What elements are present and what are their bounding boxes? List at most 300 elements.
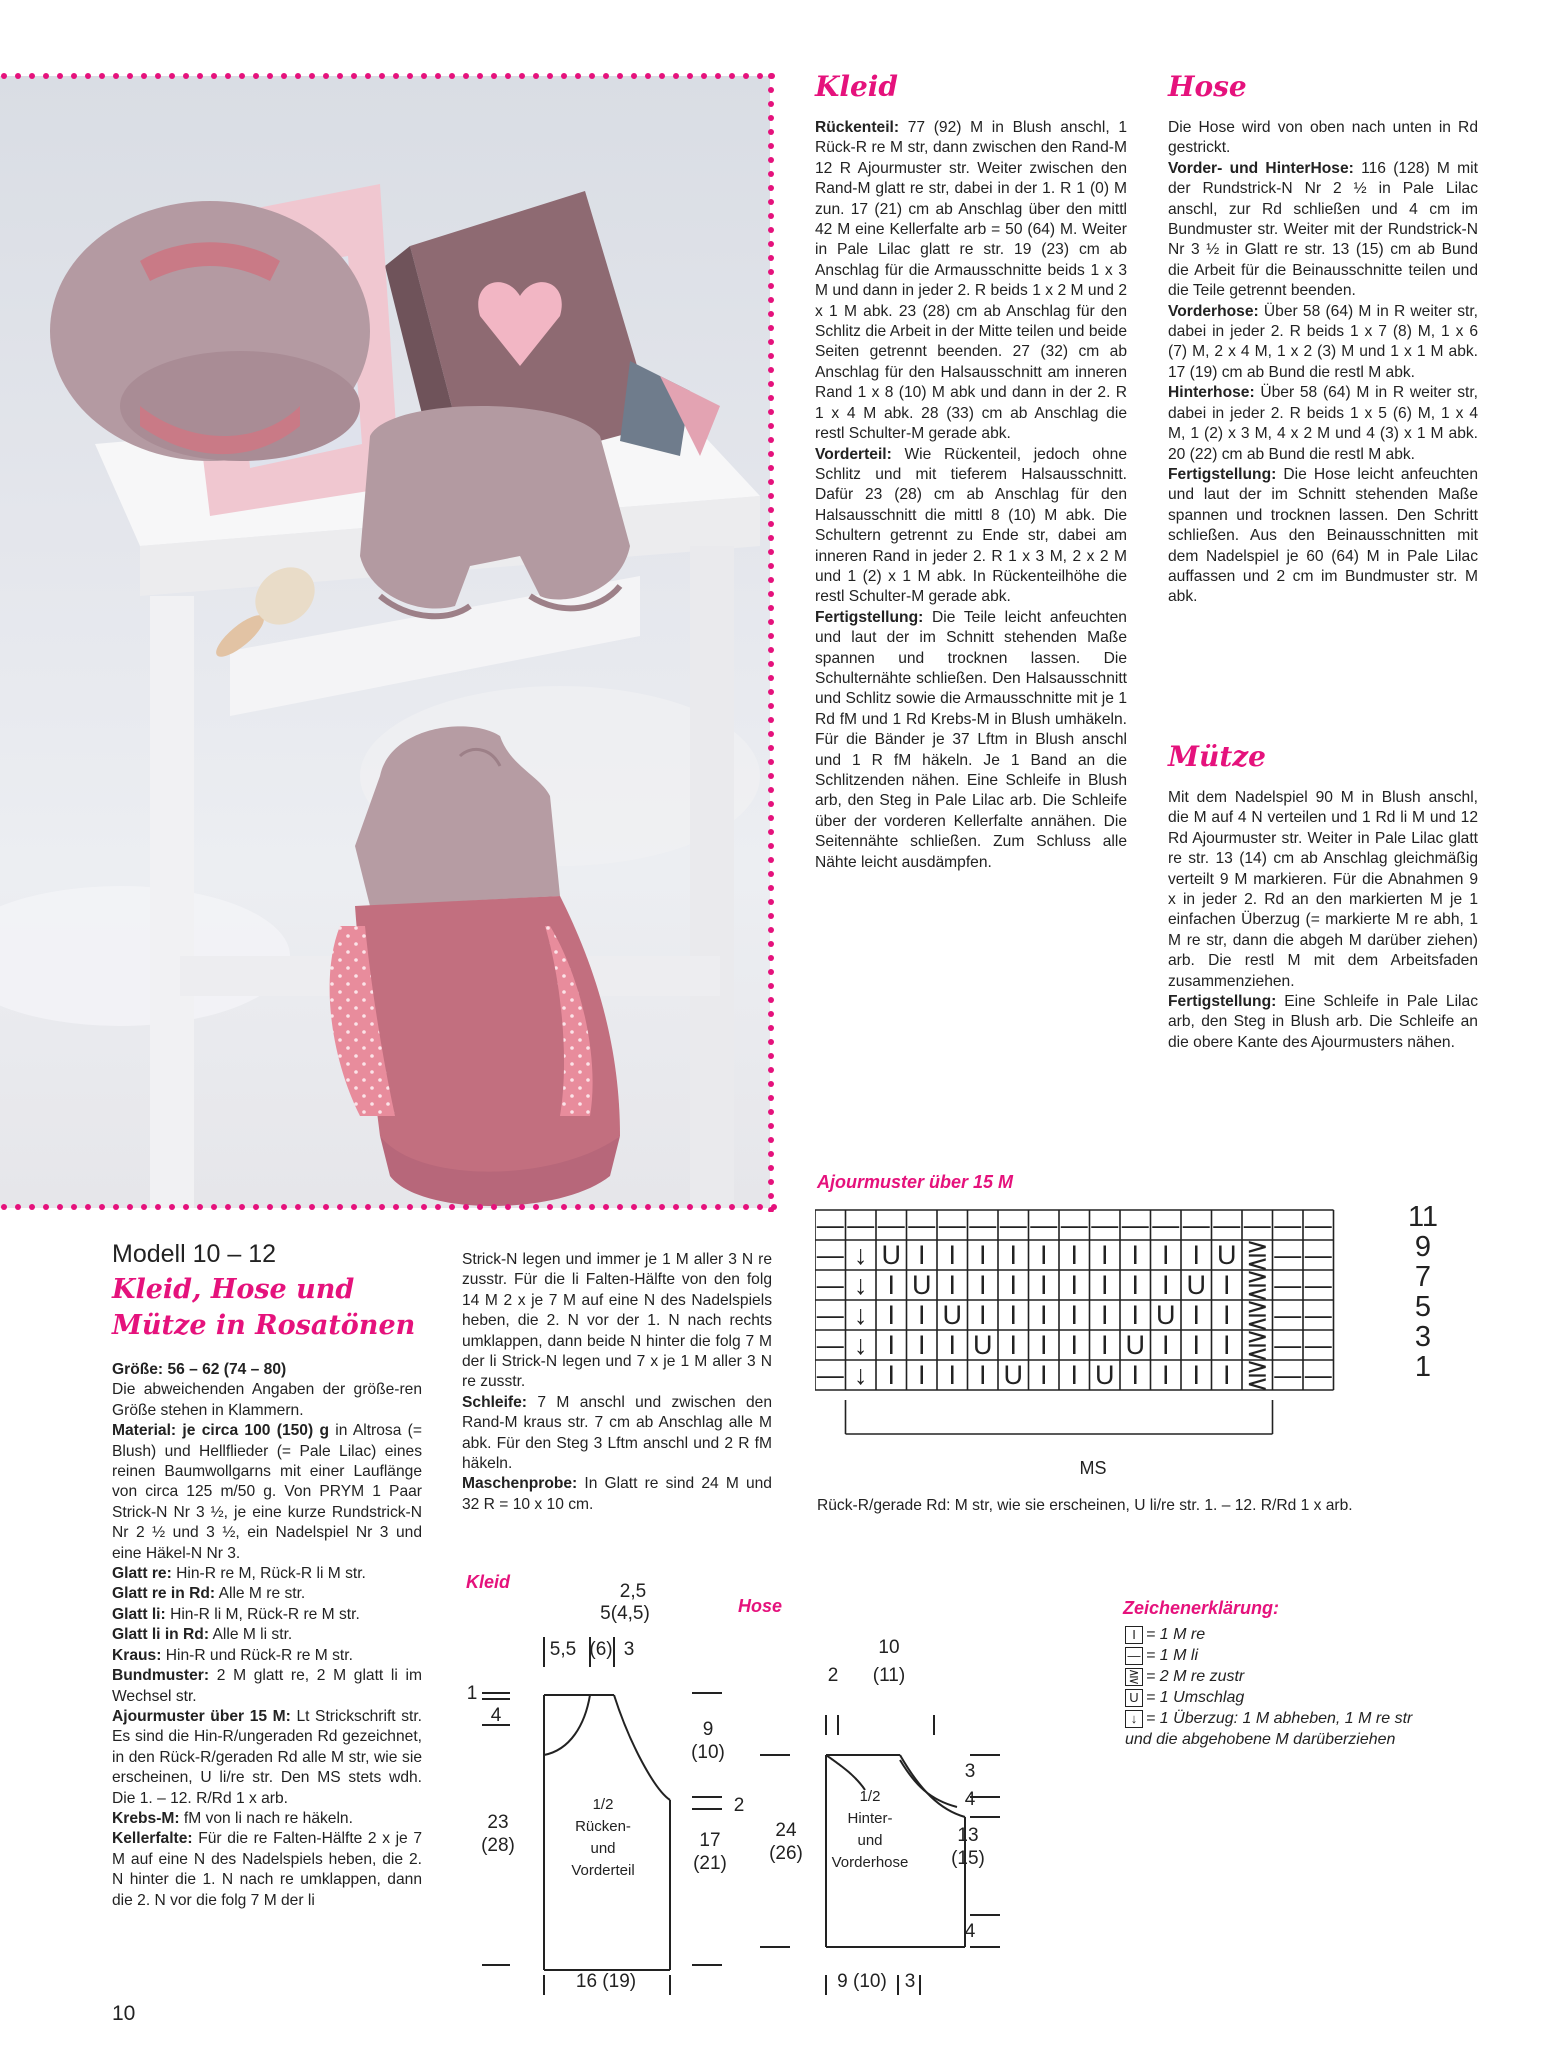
chart-cell: — [1304,1330,1332,1360]
section-heading-muetze: Mütze [1168,740,1266,773]
chart-cell: — [1304,1210,1332,1240]
keller-label: Kellerfalte: [112,1830,193,1848]
border-dot [729,1204,735,1210]
chart-ms-label: MS [1079,1458,1107,1478]
k2tog-icon: ⋛ [1125,1668,1143,1686]
glatt-re-rd-label: Glatt re in Rd: [112,1585,216,1603]
border-dot [715,1204,721,1210]
border-dot [768,885,774,891]
muetze-fertig-label: Fertigstellung: [1168,993,1277,1011]
chart-cell: U [1186,1270,1206,1300]
border-dot [768,129,774,135]
kleid-rueck-text: 77 (92) M in Blush anschl, 1 Rück-R re M str, dann zwischen den Rand-M 12 R Ajourmuster str. Weiter zwischen den Rand-M glatt re str, dabei in der 1. R 1 (0) M zun. 17 (21) cm ab Anschlag über den mittl 42 M eine Kellerfalte arb = 50 (64) M. Weiter in Pale Lilac glatt re str. 19 (23) cm ab Anschlag für die Armausschnitte beids 1 x 3 M und dann in jeder 2. R beids 1 x 2 M und 2 x 1 M abk. 23 (28) cm ab Anschlag für den Schlitz die Arbeit in der Mitte teilen und beide Seiten getrennt beenden. 27 (32) cm ab Anschlag für den Halsausschnitt am inneren Rand 1 x 8 (10) M abk und dann in der 2. R 1 x 4 M abk. 28 (33) cm ab Anschlag die restl Schulter-M gerade abk. [815,119,1127,443]
chart-cell: I [1070,1300,1079,1330]
border-dot [768,171,774,177]
border-dot [768,255,774,261]
kleid-inside3: und [590,1840,616,1857]
chart-cell: — [1304,1240,1332,1270]
chart-cell: — [1091,1210,1119,1240]
yarn-over-icon: U [1125,1689,1143,1707]
border-dot [435,1204,441,1210]
border-dot [768,367,774,373]
border-dot [768,633,774,639]
glatt-li-text: Hin-R li M, Rück-R re M str. [170,1605,360,1623]
chart-cell: — [1060,1210,1088,1240]
hose-intro: Die Hose wird von oben nach unten in Rd gestrickt. [1168,119,1478,157]
border-dot [768,297,774,303]
border-dot [421,1204,427,1210]
kleid-dim-right1: 9 [702,1719,714,1740]
chart-cell: ⋛ [1245,1330,1269,1360]
kleid-dim-left2: 4 [490,1705,502,1726]
border-dot [768,717,774,723]
muetze-instructions [1168,788,1478,1053]
border-dot [768,423,774,429]
legend-last-line: und die abgehobene M darüberziehen [1125,1731,1396,1748]
chart-cell: — [816,1360,844,1390]
chart-cell: I [1222,1330,1231,1360]
chart-cell: I [1100,1240,1109,1270]
chart-cell: I [1192,1360,1201,1390]
keller-cont: Strick-N legen und immer je 1 M aller 3 N re zusstr. Für die li Falten-Hälfte von den folg 14 M 2 x je 7 M auf eine N des Nadelspiels heben, die 2. N vor der 1. N nach rechts umklappen, dann beide N hinter die folg 7 M der li Strick-N legen und 7 x je 1 M aller 3 N re zusstr. [462,1251,772,1391]
border-dot [281,1204,287,1210]
chart-cell: I [978,1270,987,1300]
chart-cell: — [1030,1210,1058,1240]
border-dot [29,1204,35,1210]
chart-cell: I [1039,1330,1048,1360]
border-dot [211,1204,217,1210]
border-dot [687,1204,693,1210]
section-heading-hose: Hose [1168,70,1247,103]
border-dot [225,1204,231,1210]
legend-text-k2tog: = 2 M re zustr [1146,1668,1245,1685]
chart-cell: — [816,1270,844,1300]
chart-cell: — [1243,1210,1271,1240]
border-dot [768,521,774,527]
border-dot [768,1095,774,1101]
chart-cell: — [999,1210,1027,1240]
ajour-text: Lt Strickschrift str. Es sind die Hin-R/ungeraden Rd gezeichnet, in den Rück-R/geraden Rd alle M str, wie sie erscheinen, U li/re str. Den MS stets wdh. Die 1. – 12. R/Rd 1 x arb. [112,1707,423,1807]
kleid-dim-right4: 17 [699,1830,721,1851]
border-dot [463,1204,469,1210]
border-dot [768,591,774,597]
chart-cell: I [1131,1300,1140,1330]
hose-fertig-label: Fertigstellung: [1168,465,1277,483]
hose-hinter-label: Hinterhose: [1168,384,1255,402]
model-number: Modell 10 – 12 [112,1240,277,1268]
border-dot [768,535,774,541]
border-dot [645,1204,651,1210]
material-text: in Altrosa (= Blush) und Hellflieder (= Pale Lilac) eines reinen Baumwollgarns mit einer Lauflänge von circa 125 m/50 g. Von PRYM 1 Paar Strick-N Nr 3 ½, je eine kurze Rundstrick-N Nr 2 ½ und 3 ½, ein Nadelspiel Nr 3 und eine Häkel-N Nr 3. [112,1422,422,1562]
border-dot [631,1204,637,1210]
chart-cell: — [1121,1210,1149,1240]
hose-vh-text: 116 (128) M mit der Rundstrick-N Nr 2 ½ in Pale Lilac anschl, zur Rd schließen und 4 cm im Bundmuster str. Weiter mit der Rundstrick-N Nr 3 ½ in Glatt re str. 13 (15) cm ab Bund die Arbeit für die Beinausschnitte teilen und die Teile getrennt beenden. [1168,159,1478,300]
maschen-text: In Glatt re sind 24 M und 32 R = 10 x 10 cm. [462,1475,772,1513]
hose-fertig-text: Die Hose leicht anfeuchten und laut der im Schnitt stehenden Maße spannen und trocknen lassen. Den Schritt schließen. Aus den Beinausschnitten mit dem Nadelspiel je 60 (64) M in Pale Lilac auffassen und 2 cm im Bundmuster str. M abk. [1168,465,1479,606]
chart-cell: — [1304,1270,1332,1300]
border-dot [169,1204,175,1210]
hose-dim-right3: 13 [957,1825,979,1846]
border-dot [57,1204,63,1210]
border-dot [617,1204,623,1210]
chart-cell: I [1100,1270,1109,1300]
purl-stitch-icon: — [1125,1647,1143,1665]
chart-cell: I [917,1360,926,1390]
chart-cell: I [1161,1270,1170,1300]
chart-cell: — [1274,1360,1302,1390]
border-dot [768,801,774,807]
border-dot [768,619,774,625]
border-dot [141,1204,147,1210]
kleid-dim-top2: 5(4,5) [600,1603,650,1624]
kleid-inside2: Rücken- [575,1818,631,1835]
border-dot [768,577,774,583]
legend-item-skp [1125,1708,1412,1729]
chart-cell: — [816,1330,844,1360]
chart-cell: I [948,1360,957,1390]
chart-cell: I [1161,1360,1170,1390]
border-dot [768,451,774,457]
chart-cell: — [1213,1210,1241,1240]
chart-cell: U [881,1240,901,1270]
chart-cell: — [816,1240,844,1270]
chart-cell: ↓ [854,1330,868,1360]
chart-cell: I [1070,1330,1079,1360]
photo-illustration [0,76,770,1208]
hose-dim-right5: 4 [964,1921,976,1942]
chart-cell: I [1100,1300,1109,1330]
kleid-dim-top3b: (6) [589,1639,613,1660]
model-title-line2: Mütze in Rosatönen [112,1310,416,1341]
border-dot [768,87,774,93]
bund-text: 2 M glatt re, 2 M glatt li im Wechsel str. [112,1667,422,1705]
chart-cell: I [948,1270,957,1300]
kleid-dim-top3c: 3 [623,1639,635,1660]
border-dot [768,969,774,975]
border-dot [768,1081,774,1087]
border-dot [757,1204,763,1210]
chart-cell: I [1070,1240,1079,1270]
chart-cell: I [1039,1270,1048,1300]
chart-cell: — [1152,1210,1180,1240]
chart-cell: I [1222,1300,1231,1330]
border-dot [323,1204,329,1210]
border-dot [768,227,774,233]
border-dot [253,1204,259,1210]
border-dot [768,1123,774,1129]
border-dot [127,1204,133,1210]
border-dot [533,1204,539,1210]
hose-hinter-text: Über 58 (64) M in R weiter str, dabei in jeder 2. R beids 1 x 5 (6) M, 1 x 4 M, 1 (2) x 3 M, 4 x 2 M und 4 (3) x 1 M abk. 20 (22) cm ab Bund die restl M abk. [1168,384,1478,463]
border-dot [768,605,774,611]
kleid-inside1: 1/2 [592,1796,614,1813]
section-heading-kleid: Kleid [815,70,899,103]
border-dot [407,1204,413,1210]
chart-cell: I [1192,1240,1201,1270]
border-dot [768,927,774,933]
border-dot [768,955,774,961]
kleid-dim-bottom: 16 (19) [575,1971,637,1992]
border-dot [768,661,774,667]
hose-inside2: Hinter- [847,1810,893,1827]
border-dot [768,213,774,219]
border-dot [768,465,774,471]
chart-cell: I [887,1270,896,1300]
chart-cell: I [1192,1300,1201,1330]
chart-cell: I [1009,1330,1018,1360]
border-dot [768,941,774,947]
border-dot [768,1011,774,1017]
border-dot [477,1204,483,1210]
border-dot [768,689,774,695]
border-dot [267,1204,273,1210]
border-dot [768,1165,774,1171]
legend-text-knit: = 1 M re [1146,1626,1206,1643]
border-dot [768,829,774,835]
border-dot [197,1204,203,1210]
border-dot [768,1193,774,1199]
chart-cell: I [1009,1300,1018,1330]
chart-cell: I [948,1330,957,1360]
chart-cell: I [1039,1360,1048,1390]
glatt-li-label: Glatt li: [112,1605,166,1623]
legend-text-skp: = 1 Überzug: 1 M abheben, 1 M re str [1146,1710,1413,1727]
border-dot [768,703,774,709]
border-dot [449,1204,455,1210]
border-dot [768,549,774,555]
glatt-li-rd-text: Alle M li str. [212,1626,293,1644]
page-number: 10 [112,2002,136,2025]
dotted-border-top [0,72,778,80]
kleid-dim-right5: (21) [693,1853,727,1874]
border-dot [393,1204,399,1210]
hose-dim-top2a: 2 [827,1665,839,1686]
chart-cell: U [1156,1300,1176,1330]
ajour-label: Ajourmuster über 15 M: [112,1707,291,1725]
border-dot [768,381,774,387]
chart-cell: — [1274,1240,1302,1270]
hose-inside4: Vorderhose [831,1854,909,1871]
chart-cell: I [887,1360,896,1390]
kleid-rueck-label: Rückenteil: [815,119,900,136]
legend-text-yarnover: = 1 Umschlag [1146,1689,1245,1706]
glatt-re-text: Hin-R re M, Rück-R li M str. [176,1565,366,1583]
hose-dim-right1: 3 [964,1761,976,1782]
chart-cell: I [978,1300,987,1330]
kleid-vorder-text: Wie Rückenteil, jedoch ohne Schlitz und mit tieferem Halsausschnitt. Dafür 23 (28) cm ab Anschlag für den Halsausschnitt die mittl 8 (10) M abk. Die Schultern getrennt zu Ende str, dabei am inneren Rand in jeder 2. R 1 x 3 M, 2 x 2 M und 1 (2) x 1 M abk. In Rückenteilhöhe die restl Schulter-M gerade abk. [815,445,1127,606]
hose-dim-right2: 4 [964,1789,976,1810]
kleid-dim-top1: 2,5 [619,1581,647,1602]
kleid-dim-right3: 2 [733,1795,745,1816]
border-dot [768,185,774,191]
kleid-instructions [815,118,1127,873]
border-dot [768,997,774,1003]
krebs-text: fM von li nach re häkeln. [183,1809,353,1827]
chart-caption: Rück-R/gerade Rd: M str, wie sie erscheinen, U li/re str. 1. – 12. R/Rd 1 x arb. [817,1497,1353,1514]
hose-dim-right4: (15) [951,1848,985,1869]
border-dot [113,1204,119,1210]
kraus-label: Kraus: [112,1646,162,1664]
chart-cell: U [973,1330,993,1360]
krebs-label: Krebs-M: [112,1809,180,1827]
chart-cell: — [1304,1300,1332,1330]
border-dot [768,353,774,359]
border-dot [491,1204,497,1210]
border-dot [505,1204,511,1210]
border-dot [309,1204,315,1210]
border-dot [673,1204,679,1210]
schematic-drawing [460,1575,1020,1995]
chart-cell: — [969,1210,997,1240]
kleid-fertig-label: Fertigstellung: [815,608,924,626]
legend-item-purl [1125,1645,1412,1666]
chart-cell: I [1192,1330,1201,1360]
chart-cell: — [847,1210,875,1240]
schematic-hose-label: Hose [738,1596,783,1616]
intro-column-2 [462,1250,772,1515]
chart-cell: ⋛ [1245,1300,1269,1330]
border-dot [768,339,774,345]
border-dot [768,1025,774,1031]
product-photo [0,76,770,1208]
chart-cell: — [1274,1300,1302,1330]
border-dot [768,745,774,751]
chart-cell: I [917,1330,926,1360]
kleid-fertig-text: Die Teile leicht anfeuchten und laut der im Schnitt stehenden Maße spannen und trocknen lassen. Die Schulternähte schließen. Den Halsausschnitt und Schlitz sowie die Armausschnitte mit je 1 Rd fM und 1 Rd Krebs-M in Blush umhäkeln. Für die Bänder je 37 Lftm in Blush anschl und 1 R fM häkeln. Je 1 Band an die Schlitzenden nähen. Eine Schleife in Blush arb, den Steg in Pale Lilac arb. Die Schleife über der vorderen Kellerfalte annähen. Die Seitennähte schließen. Zum Schluss alle Nähte leicht ausdämpfen. [815,608,1127,871]
chart-cell: I [1161,1240,1170,1270]
chart-cell: I [887,1330,896,1360]
border-dot [768,1137,774,1143]
border-dot [379,1204,385,1210]
kleid-dim-left3: 23 [487,1812,509,1833]
groesse-label: Größe: 56 – 62 (74 – 80) [112,1361,287,1378]
border-dot [183,1204,189,1210]
border-dot [351,1204,357,1210]
chart-cell: I [1070,1360,1079,1390]
hose-dim-left2: (26) [769,1843,803,1864]
border-dot [768,157,774,163]
glatt-li-rd-label: Glatt li in Rd: [112,1626,210,1644]
border-dot [768,269,774,275]
maschen-label: Maschenprobe: [462,1475,578,1493]
chart-cell: I [1100,1330,1109,1360]
hose-vorder-label: Vorderhose: [1168,302,1259,320]
border-dot [603,1204,609,1210]
border-dot [589,1204,595,1210]
border-dot [768,843,774,849]
chart-cell: — [877,1210,905,1240]
chart-cell: U [1217,1240,1237,1270]
border-dot [768,675,774,681]
border-dot [768,857,774,863]
kleid-dim-left4: (28) [481,1835,515,1856]
border-dot [561,1204,567,1210]
border-dot [743,1204,749,1210]
chart-cell: ⋛ [1245,1360,1269,1390]
chart-cell: I [1131,1360,1140,1390]
chart-cell: I [1009,1240,1018,1270]
hose-dim-bottom2: 3 [904,1971,916,1992]
border-dot [768,983,774,989]
border-dot [768,283,774,289]
kleid-inside4: Vorderteil [571,1862,635,1879]
border-dot [659,1204,665,1210]
border-dot [768,1151,774,1157]
muetze-text: Mit dem Nadelspiel 90 M in Blush anschl, die M auf 4 N verteilen und 1 Rd li M und 12 Rd Ajourmuster str. Weiter in Pale Lilac glatt re str. 13 (14) cm ab Anschlag gleichmäßig verteilt 9 M markieren. Für die Abnahmen 9 x in jeder 2. Rd an den markierten M je 1 einfachen Überzug (= markierte M re abh, 1 M re str, dann die abgeh M darüber ziehen) arb. Die restl M mit dem Arbeitsfaden zusammenziehen. [1168,789,1478,990]
border-dot [768,899,774,905]
border-dot [365,1204,371,1210]
dotted-border-right [766,72,776,1212]
bund-label: Bundmuster: [112,1667,210,1685]
legend-item-yarnover [1125,1687,1412,1708]
chart-cell: ⋛ [1245,1240,1269,1270]
groesse-text: Die abweichenden Angaben der größe-ren Größe stehen in Klammern. [112,1381,422,1419]
knit-stitch-icon: I [1125,1626,1143,1644]
border-dot [1,1204,7,1210]
chart-cell: I [1070,1270,1079,1300]
chart-cell: — [1274,1330,1302,1360]
border-dot [768,759,774,765]
border-dot [337,1204,343,1210]
chart-row-number: 5 [1414,1291,1432,1323]
skp-icon: ↓ [1125,1710,1143,1728]
border-dot [99,1204,105,1210]
chart-cell: — [816,1300,844,1330]
hose-dim-left1: 24 [775,1820,797,1841]
chart-cell: I [1222,1360,1231,1390]
knitting-chart [815,1198,1455,1488]
border-dot [768,1053,774,1059]
dotted-border-bottom [0,1203,778,1211]
chart-cell: I [1161,1330,1170,1360]
border-dot [768,101,774,107]
border-dot [155,1204,161,1210]
model-title-line1: Kleid, Hose und [112,1274,355,1305]
border-dot [547,1204,553,1210]
border-dot [768,1067,774,1073]
chart-cell: I [917,1240,926,1270]
border-dot [239,1204,245,1210]
chart-cell: ↓ [854,1360,868,1390]
border-dot [768,815,774,821]
border-dot [43,1204,49,1210]
chart-cell: — [1274,1270,1302,1300]
border-dot [768,143,774,149]
border-dot [768,731,774,737]
schematic-kleid-label: Kleid [466,1572,511,1592]
kleid-dim-left1: 1 [466,1683,478,1704]
chart-cell: — [1274,1210,1302,1240]
chart-cell: — [908,1210,936,1240]
chart-cell: ↓ [854,1270,868,1300]
border-dot [768,773,774,779]
border-dot [768,311,774,317]
border-dot [771,1204,777,1210]
legend [1125,1624,1412,1750]
chart-cell: I [948,1240,957,1270]
glatt-re-rd-text: Alle M re str. [218,1585,306,1603]
chart-cell: — [1182,1210,1210,1240]
hose-instructions [1168,118,1478,608]
border-dot [768,395,774,401]
chart-cell: U [1095,1360,1115,1390]
legend-text-purl: = 1 M li [1146,1647,1199,1664]
border-dot [768,563,774,569]
chart-row-number: 11 [1407,1201,1439,1233]
chart-cell: I [978,1240,987,1270]
border-dot [768,409,774,415]
border-dot [85,1204,91,1210]
